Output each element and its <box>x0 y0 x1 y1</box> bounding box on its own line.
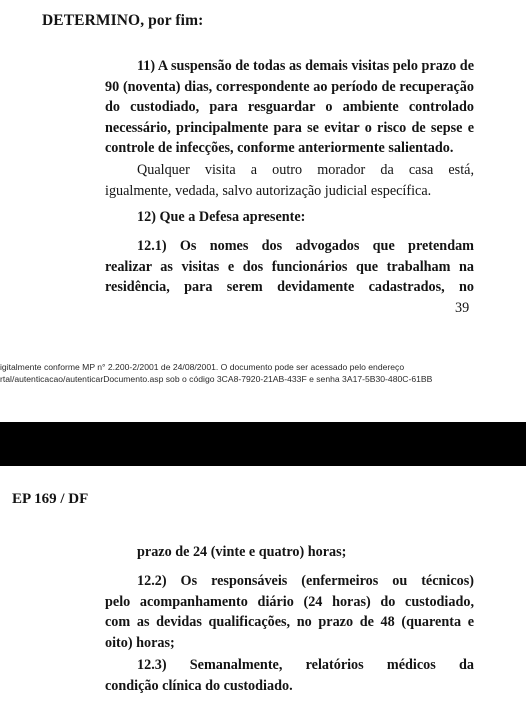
item-11-line: do custodiado, para resguardar o ambiente controlado <box>105 99 474 116</box>
item-11-paragraph <box>105 56 474 159</box>
note-line: Qualquer visita a outro morador da casa está, <box>137 162 474 178</box>
note-line: igualmente, vedada, salvo autorização judicial específica. <box>105 182 432 199</box>
item-12-2-paragraph <box>105 571 474 653</box>
item-12-1-paragraph <box>105 236 474 298</box>
item-12-3-line: condição clínica do custodiado. <box>105 677 293 694</box>
item-12-2-line: com as devidas qualificações, no prazo de 48 (quarenta e <box>105 614 474 631</box>
item-12-2-line: oito) horas; <box>105 634 175 651</box>
item-12-1-line: residência, para serem devidamente cadastrados, no <box>105 279 474 296</box>
visit-restriction-note <box>105 160 474 201</box>
item-11-line: 11) A suspensão de todas as demais visitas pelo prazo de <box>137 58 474 74</box>
continuation-paragraph <box>105 542 474 563</box>
item-12-3-line: 12.3) Semanalmente, relatórios médicos da <box>137 657 474 673</box>
item-11-line: controle de infecções, conforme anteriormente salientado. <box>105 140 454 157</box>
item-12-line: 12) Que a Defesa apresente: <box>137 209 306 225</box>
digital-signature-footer-line: rtal/autenticacao/autenticarDocumento.asp sob o código 3CA8-7920-21AB-433F e senha 3A17-5B30-480C-61BB <box>0 374 433 384</box>
continuation-line: prazo de 24 (vinte e quatro) horas; <box>137 544 347 560</box>
item-12-1-line: realizar as visitas e dos funcionários que trabalham na <box>105 258 474 275</box>
item-12-2-line: 12.2) Os responsáveis (enfermeiros ou técnicos) <box>137 573 474 589</box>
item-12-1-line: 12.1) Os nomes dos advogados que pretendam <box>137 238 474 254</box>
digital-signature-footer-line: igitalmente conforme MP n° 2.200-2/2001 de 24/08/2001. O documento pode ser acessado pelo endereço <box>0 362 405 372</box>
item-11-line: necessário, principalmente para se evitar o risco de sepse e <box>105 119 474 136</box>
page-number: 39 <box>455 300 470 316</box>
item-12-paragraph <box>105 207 474 228</box>
page-heading: DETERMINO, por fim: <box>42 12 204 29</box>
page-break-divider <box>0 422 526 466</box>
case-header: EP 169 / DF <box>12 491 89 507</box>
item-12-2-line: pelo acompanhamento diário (24 horas) do custodiado, <box>105 593 474 610</box>
item-12-3-paragraph <box>105 655 474 696</box>
item-11-line: 90 (noventa) dias, correspondente ao período de recuperação <box>105 78 474 95</box>
